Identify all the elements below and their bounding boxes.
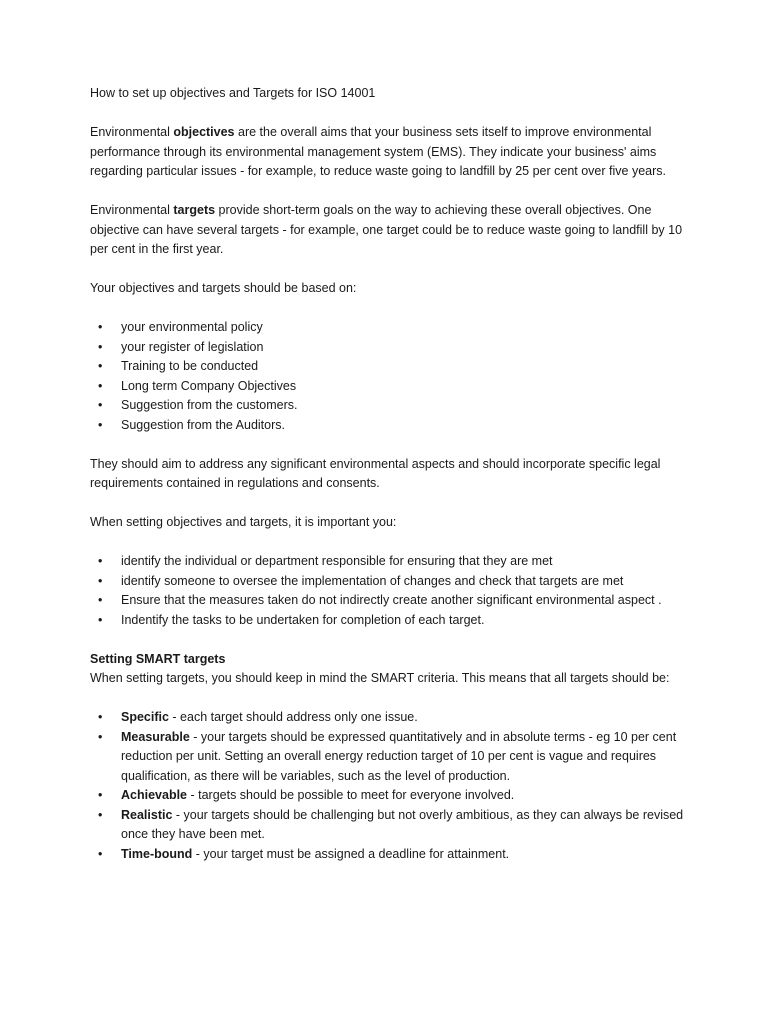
- list-item-text: Suggestion from the customers.: [121, 398, 298, 412]
- bullet-icon: •: [98, 398, 103, 412]
- smart-term: Measurable: [121, 729, 190, 744]
- bullet-icon: •: [98, 846, 103, 861]
- smart-item-specific: [90, 708, 690, 728]
- bullet-icon: •: [98, 554, 103, 568]
- bullet-icon: •: [98, 339, 103, 354]
- smart-term: Achievable: [121, 788, 188, 802]
- list-item-text: Indentify the tasks to be undertaken for completion of each target.: [121, 612, 485, 627]
- smart-item-time-bound: [90, 845, 690, 865]
- objectives-term: objectives: [173, 125, 235, 139]
- targets-pre: Environmental: [90, 203, 174, 217]
- targets-paragraph: [90, 201, 690, 260]
- smart-text: - your target must be assigned a deadline for attainment.: [192, 846, 510, 861]
- list-item: [90, 338, 690, 358]
- list-item: [90, 377, 690, 397]
- list-item-text: your environmental policy: [121, 320, 263, 334]
- smart-term: Time-bound: [121, 846, 193, 861]
- aspects-paragraph: They should aim to address any significant environmental aspects and should incorporate specific legal requirements contained in regulations and consents.: [90, 456, 661, 490]
- list-item: [90, 552, 690, 572]
- list-item: [90, 318, 690, 338]
- targets-post: provide short-term goals on the way to achieving these overall objectives. One objective can have several targets - for example, one target could be to reduce waste going to landfill by 10 per cent in the first year.: [90, 203, 683, 256]
- smart-list: [90, 708, 690, 864]
- smart-text: - each target should address only one issue.: [168, 710, 418, 724]
- objectives-post: are the overall aims that your business sets itself to improve environmental performance through its environmental management system (EMS). They indicate your business' aims regarding particular issues - for example, to reduce waste going to landfill by 25 per cent over five years.: [90, 125, 666, 178]
- list-item-text: identify someone to oversee the implementation of changes and check that targets are met: [121, 573, 624, 588]
- smart-item-realistic: [90, 806, 690, 845]
- smart-term: Specific: [121, 710, 169, 724]
- objectives-pre: Environmental: [90, 125, 174, 139]
- list-item: [90, 611, 690, 631]
- bullet-icon: •: [98, 573, 103, 588]
- important-intro: When setting objectives and targets, it is important you:: [90, 515, 397, 529]
- bullet-icon: •: [98, 710, 103, 724]
- bullet-icon: •: [98, 788, 103, 802]
- document-page: [90, 84, 690, 884]
- bullet-icon: •: [98, 378, 103, 393]
- bullet-icon: •: [98, 593, 103, 607]
- document-title: How to set up objectives and Targets for ISO 14001: [90, 86, 376, 100]
- smart-text: - your targets should be expressed quantitatively and in absolute terms - eg 10 per cent reduction per unit. Setting an overall energy reduction target of 10 per cent is vague and requires qualification, as there will be variables, such as the level of production.: [121, 729, 677, 783]
- bullet-icon: •: [98, 417, 103, 432]
- list-item-text: Training to be conducted: [121, 359, 259, 373]
- bullet-icon: •: [98, 320, 103, 334]
- list-item-text: Ensure that the measures taken do not indirectly create another significant environmental aspect .: [121, 593, 662, 607]
- important-list: [90, 552, 690, 630]
- list-item: [90, 416, 690, 436]
- objectives-paragraph: [90, 123, 690, 182]
- based-on-intro: Your objectives and targets should be based on:: [90, 281, 357, 295]
- list-item: [90, 572, 690, 592]
- smart-item-achievable: [90, 786, 690, 806]
- smart-heading: Setting SMART targets: [90, 651, 226, 666]
- bullet-icon: •: [98, 612, 103, 627]
- list-item: [90, 591, 690, 611]
- list-item-text: Suggestion from the Auditors.: [121, 417, 285, 432]
- list-item: [90, 396, 690, 416]
- list-item: [90, 357, 690, 377]
- list-item-text: Long term Company Objectives: [121, 378, 297, 393]
- bullet-icon: •: [98, 359, 103, 373]
- smart-text: - targets should be possible to meet for everyone involved.: [187, 788, 515, 802]
- list-item-text: identify the individual or department responsible for ensuring that they are met: [121, 554, 553, 568]
- list-item-text: your register of legislation: [121, 339, 264, 354]
- targets-term: targets: [173, 203, 216, 217]
- based-on-list: [90, 318, 690, 435]
- smart-text: - your targets should be challenging but not overly ambitious, as they can always be revised once they have been met.: [121, 807, 684, 841]
- bullet-icon: •: [98, 729, 103, 744]
- smart-intro: When setting targets, you should keep in mind the SMART criteria. This means that all targets should be:: [90, 671, 670, 685]
- smart-item-measurable: [90, 728, 690, 787]
- smart-term: Realistic: [121, 807, 173, 822]
- bullet-icon: •: [98, 807, 103, 822]
